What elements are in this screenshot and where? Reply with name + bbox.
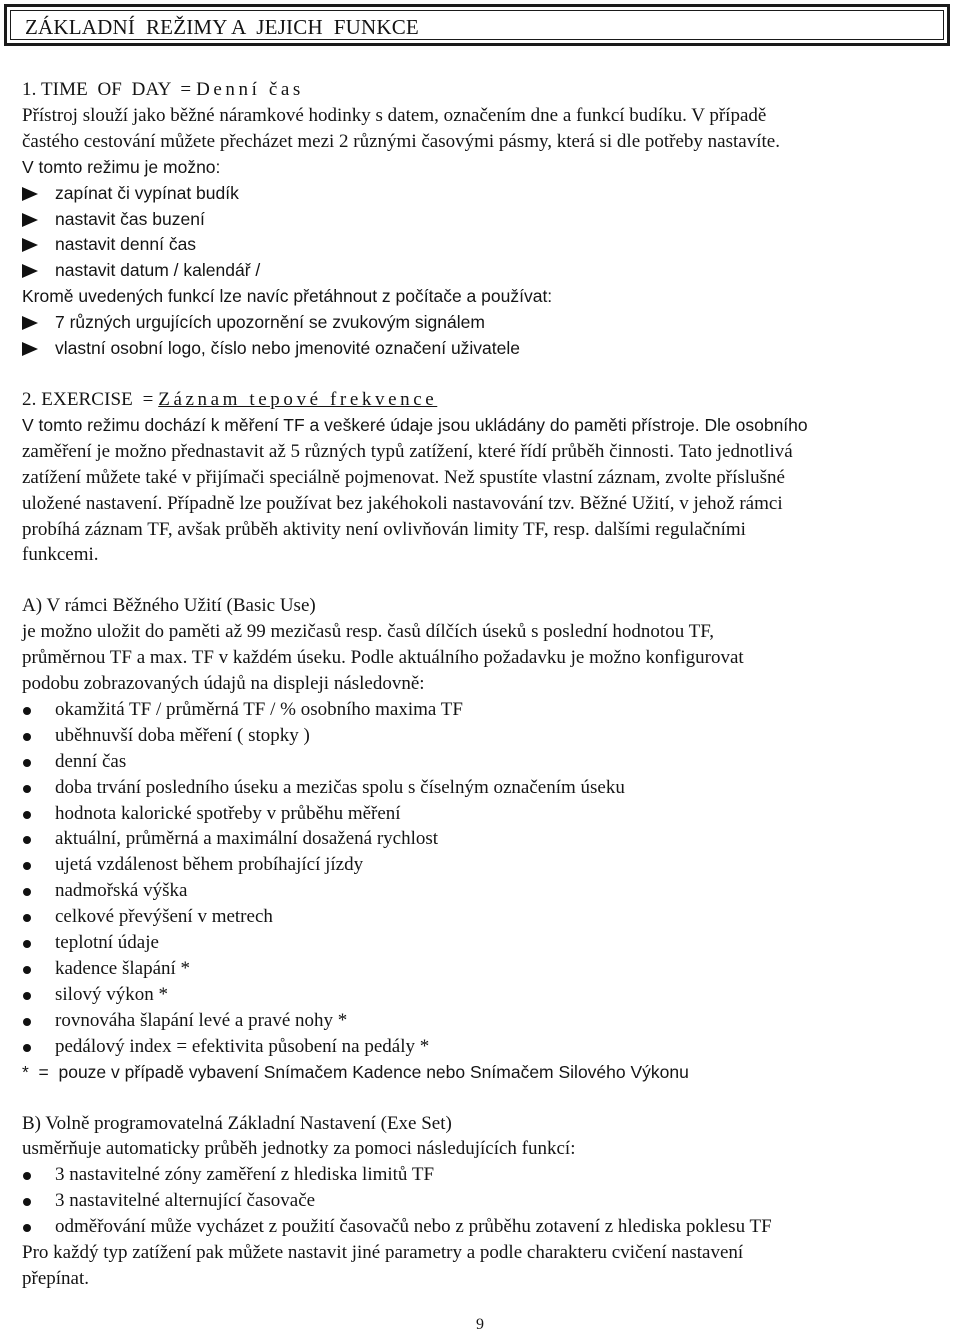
section-b-closing-line: přepínat. bbox=[22, 1267, 90, 1289]
section-2-paragraph-line: V tomto režimu dochází k měření TF a veškeré údaje jsou ukládány do paměti přístroje. Dle osobního bbox=[22, 414, 808, 435]
bullet-dot-icon bbox=[23, 966, 31, 974]
list-item bbox=[22, 697, 942, 723]
list-item bbox=[22, 723, 942, 749]
list-item-text: nadmořská výška bbox=[55, 880, 188, 902]
section-2-heading bbox=[22, 387, 942, 413]
list-item bbox=[22, 310, 942, 336]
list-item-text: denní čas bbox=[55, 750, 127, 772]
list-item-text: ujetá vzdálenost během probíhající jízdy bbox=[55, 854, 364, 876]
section-1-heading bbox=[22, 77, 942, 103]
list-item bbox=[22, 181, 942, 207]
list-item bbox=[22, 749, 942, 775]
list-item-text: 7 různých urgujících upozornění se zvukovým signálem bbox=[55, 312, 485, 333]
bullet-dot-icon bbox=[23, 733, 31, 741]
triangle-bullet-icon bbox=[22, 264, 38, 278]
list-item-text: doba trvání posledního úseku a mezičas spolu s číselným označením úseku bbox=[55, 776, 625, 798]
section-2-heading-name: Záznam tepové frekvence bbox=[158, 388, 438, 410]
list-item-text: okamžitá TF / průměrná TF / % osobního maxima TF bbox=[55, 698, 463, 720]
bullet-dot-icon bbox=[23, 707, 31, 715]
section-2-paragraph-line: funkcemi. bbox=[22, 544, 99, 566]
list-item-text: kadence šlapání * bbox=[55, 958, 191, 979]
section-b-heading: B) Volně programovatelná Základní Nastavení (Exe Set) bbox=[22, 1112, 452, 1134]
title-box bbox=[4, 4, 950, 46]
section-1-paragraph-line: častého cestování můžete přecházet mezi 2 různými časovými pásmy, která si dle potřeby nastavíte. bbox=[22, 130, 780, 152]
list-item-text: odměřování může vycházet z použití časovačů nebo z průběhu zotavení z hlediska poklesu TF bbox=[55, 1216, 772, 1238]
page-number: 9 bbox=[476, 1316, 484, 1333]
list-item-text: nastavit denní čas bbox=[55, 234, 197, 255]
section-2-paragraph-line: probíhá záznam TF, avšak průběh aktivity není ovlivňován limity TF, resp. dalšími regulačními bbox=[22, 518, 746, 540]
list-item-text: nastavit datum / kalendář / bbox=[55, 260, 261, 281]
bullet-dot-icon bbox=[23, 759, 31, 767]
section-1-paragraph-line: Přístroj slouží jako běžné náramkové hodinky s datem, označením dne a funkcí budíku. V případě bbox=[22, 104, 767, 126]
list-item-text: hodnota kalorické spotřeby v průběhu měření bbox=[55, 802, 401, 824]
section-a-paragraph-line: podobu zobrazovaných údajů na displeji následovně: bbox=[22, 673, 425, 695]
list-item-text: aktuální, průměrná a maximální dosažená rychlost bbox=[55, 828, 439, 850]
list-item bbox=[22, 956, 942, 982]
list-item-text: teplotní údaje bbox=[55, 932, 159, 954]
bullet-dot-icon bbox=[23, 914, 31, 922]
triangle-bullet-icon bbox=[22, 213, 38, 227]
list-item bbox=[22, 826, 942, 852]
list-item bbox=[22, 852, 942, 878]
section-1-heading-prefix: 1. TIME OF DAY = bbox=[22, 79, 197, 100]
section-b-closing-line: Pro každý typ zatížení pak můžete nastavit jiné parametry a podle charakteru cvičení nastavení bbox=[22, 1242, 744, 1264]
section-1-intro: V tomto režimu je možno: bbox=[22, 156, 221, 177]
bullet-dot-icon bbox=[23, 862, 31, 870]
spacer bbox=[22, 1086, 942, 1111]
list-item-text: zapínat či vypínat budík bbox=[55, 182, 239, 203]
section-2-heading-prefix: 2. EXERCISE = bbox=[22, 388, 159, 410]
bullet-dot-icon bbox=[23, 992, 31, 1000]
section-b-intro: usměrňuje automaticky průběh jednotky za pomoci následujících funkcí: bbox=[22, 1138, 576, 1160]
document-body bbox=[22, 77, 942, 1292]
list-item bbox=[22, 232, 942, 258]
section-a-paragraph-line: je možno uložit do paměti až 99 mezičasů resp. časů dílčích úseků s poslední hodnotou TF, bbox=[22, 621, 715, 643]
list-item bbox=[22, 1008, 942, 1034]
bullet-dot-icon bbox=[23, 785, 31, 793]
list-item bbox=[22, 775, 942, 801]
section-2-paragraph-line: zatížení můžete také v přijímači speciálně pojmenovat. Než spustíte vlastní záznam, zvolte příslušné bbox=[22, 466, 785, 488]
list-item bbox=[22, 1188, 942, 1214]
bullet-dot-icon bbox=[23, 1018, 31, 1026]
spacer bbox=[22, 568, 942, 593]
list-item bbox=[22, 878, 942, 904]
triangle-bullet-icon bbox=[22, 187, 38, 201]
section-2-paragraph-line: zaměření je možno přednastavit až 5 různých typů zatížení, které řídí průběh činnosti. Tato jednotlivá bbox=[22, 440, 793, 462]
list-item-text: 3 nastavitelné alternující časovače bbox=[55, 1190, 316, 1212]
list-item-text: 3 nastavitelné zóny zaměření z hlediska limitů TF bbox=[55, 1164, 435, 1186]
section-a-heading: A) V rámci Běžného Užití (Basic Use) bbox=[22, 595, 316, 617]
triangle-bullet-icon bbox=[22, 316, 38, 330]
section-1-heading-name: Denní čas bbox=[196, 79, 304, 100]
bullet-dot-icon bbox=[23, 1172, 31, 1180]
bullet-dot-icon bbox=[23, 836, 31, 844]
list-item-text: rovnováha šlapání levé a pravé nohy * bbox=[55, 1009, 348, 1031]
list-item bbox=[22, 1214, 942, 1240]
bullet-dot-icon bbox=[23, 940, 31, 948]
list-item-text: silový výkon * bbox=[55, 983, 168, 1005]
list-item bbox=[22, 801, 942, 827]
triangle-bullet-icon bbox=[22, 342, 38, 356]
bullet-dot-icon bbox=[23, 1224, 31, 1232]
page-title: ZÁKLADNÍ REŽIMY A JEJICH FUNKCE bbox=[25, 15, 419, 39]
section-1-extra-intro: Kromě uvedených funkcí lze navíc přetáhnout z počítače a používat: bbox=[22, 286, 553, 307]
list-item-text: nastavit čas buzení bbox=[55, 208, 205, 229]
list-item bbox=[22, 1034, 942, 1060]
spacer bbox=[22, 362, 942, 387]
section-a-footnote: * = pouze v případě vybavení Snímačem Kadence nebo Snímačem Silového Výkonu bbox=[22, 1061, 689, 1082]
bullet-dot-icon bbox=[23, 811, 31, 819]
list-item bbox=[22, 207, 942, 233]
bullet-dot-icon bbox=[23, 888, 31, 896]
triangle-bullet-icon bbox=[22, 238, 38, 252]
bullet-dot-icon bbox=[23, 1044, 31, 1052]
list-item bbox=[22, 904, 942, 930]
list-item bbox=[22, 982, 942, 1008]
list-item bbox=[22, 258, 942, 284]
list-item bbox=[22, 930, 942, 956]
list-item-text: celkové převýšení v metrech bbox=[55, 906, 273, 928]
bullet-dot-icon bbox=[23, 1198, 31, 1206]
list-item-text: pedálový index = efektivita působení na pedály * bbox=[55, 1035, 430, 1057]
list-item-text: vlastní osobní logo, číslo nebo jmenovité označení uživatele bbox=[55, 338, 521, 359]
section-a-paragraph-line: průměrnou TF a max. TF v každém úseku. Podle aktuálního požadavku je možno konfigurovat bbox=[22, 647, 744, 669]
list-item bbox=[22, 336, 942, 362]
list-item-text: uběhnuvší doba měření ( stopky ) bbox=[55, 724, 310, 746]
section-2-paragraph-line: uložené nastavení. Případně lze používat bez jakéhokoli nastavování tzv. Běžné Užití, v jehož rámci bbox=[22, 492, 783, 514]
list-item bbox=[22, 1162, 942, 1188]
